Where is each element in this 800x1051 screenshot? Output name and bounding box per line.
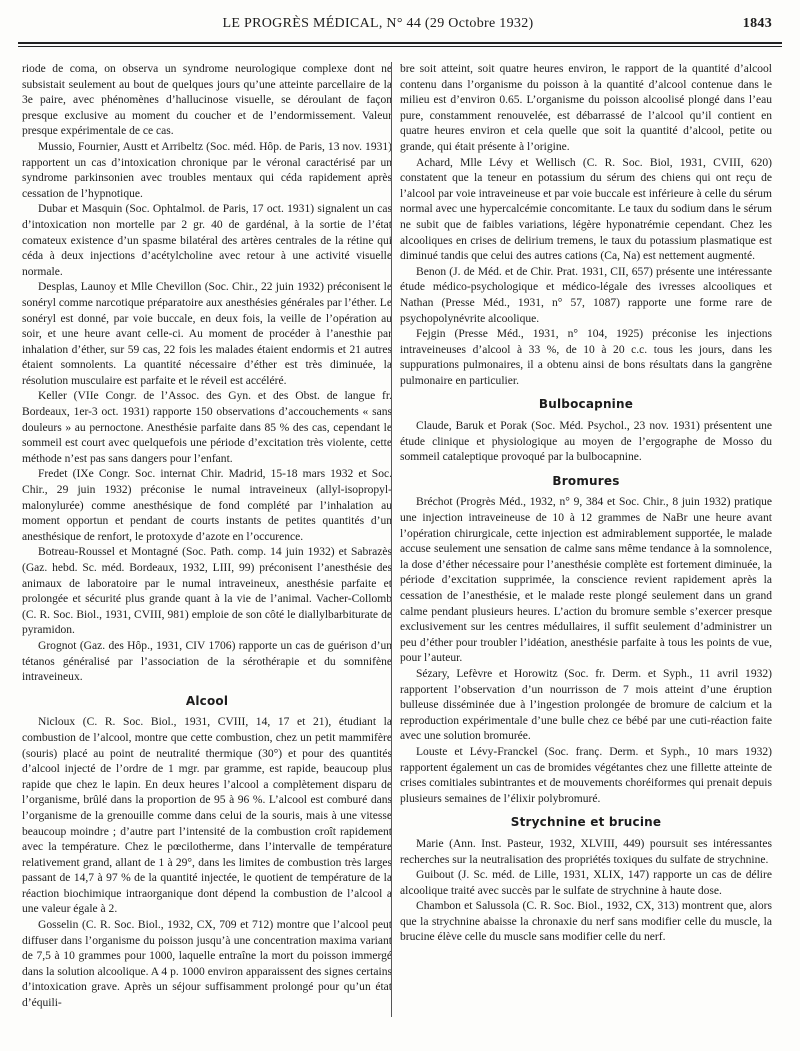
paragraph: Botreau-Roussel et Montagné (Soc. Path. comp. 14 juin 1932) et Sabrazès (Gaz. hebd. Sc. méd. Bordeaux, 1932, LIII, 99) préconisent l’anesthésie des animaux de laboratoire par le numal intraveineux, anesthésie parfaite et prolongée et sécurité plus grande quant à la vie de l’animal. Vacher-Collomb (C. R. Soc. Biol., 1931, CVIII, 981) emploie de son côté le diallylbarbiturate de pyramidon.: [22, 546, 392, 637]
paragraph: Bréchot (Progrès Méd., 1932, n° 9, 384 et Soc. Chir., 8 juin 1932) pratique une injection intraveineuse de 10 à 12 grammes de NaBr une heure avant l’opération chirurgicale, cette injection est admirablement supportée, le malade accuse seulement une sensation de calme sans même tendance à la somnolence, la dose d’éther nécessaire pour l’anesthésie complète est fortement diminuée, la période d’excitation supprimée, la conscience revient rapidement après la cessation de l’anesthésie, et le malade reste plongé seulement dans un grand calme pendant plusieurs heures. L’action du bromure semble s’exercer presque exclusivement sur les centres médullaires, il suffit seulement d’administrer un peu d’éther pour troubler l’idéation, anesthésie parfaite à tous les points de vue, pour l’auteur.: [400, 496, 772, 665]
paragraph: Sézary, Lefèvre et Horowitz (Soc. fr. Derm. et Syph., 11 avril 1932) rapportent l’observation d’un nourrisson de 7 mois atteint d’une éruption bulleuse disséminée due à l’ingestion prolongée de bromure de calcium et la reproduction expérimentale d’une bulle chez ce bébé par une cuti-réaction faite avec une solution bromurée.: [400, 667, 772, 743]
paragraph: Mussio, Fournier, Austt et Arribeltz (Soc. méd. Hôp. de Paris, 13 nov. 1931) rapportent un cas d’intoxication chronique par le véronal caractérisé par un syndrome parkinsonien avec troubles mentaux qui céda rapidement après cessation de l’hypnotique.: [22, 140, 392, 200]
paragraph: Fejgin (Presse Méd., 1931, n° 104, 1925) préconise les injections intraveineuses d’alcool à 33 %, de 10 à 20 c.c. tous les jours, dans les suppurations pulmonaires, il a obtenu ainsi de bons résultats dans la gangrène pulmonaire en particulier.: [400, 328, 772, 387]
paragraph: Louste et Lévy-Franckel (Soc. franç. Derm. et Syph., 10 mars 1932) rapportent également un cas de bromides végétantes chez une fillette atteinte de crises comitiales subintrantes et de mouvements choréiformes qui prenait depuis plusieurs semaines de l’élixir polybromuré.: [400, 745, 772, 805]
column-divider: [391, 62, 392, 1017]
running-header: [28, 14, 772, 38]
paragraph: Claude, Baruk et Porak (Soc. Méd. Psychol., 23 nov. 1931) présentent une étude clinique et physiologique au moyen de l’ergographe de Mosso du sommeil cataleptique provoqué par la bulbocapnine.: [400, 420, 772, 464]
paragraph: Guibout (J. Sc. méd. de Lille, 1931, XLIX, 147) rapporte un cas de délire alcoolique traité avec succès par le sulfate de strychnine à haute dose.: [400, 869, 772, 897]
paragraph: Chambon et Salussola (C. R. Soc. Biol., 1932, CX, 313) montrent que, alors que la strychnine abaisse la chronaxie du nerf sans modifier celle du muscle, la brucine élève celle du muscle sans modifier celle du nerf.: [400, 900, 772, 944]
paragraph: Grognot (Gaz. des Hôp., 1931, CIV 1706) rapporte un cas de guérison d’un tétanos généralisé par l’association de la sérothérapie et du somnifène intraveineux.: [22, 639, 392, 684]
paragraph: Marie (Ann. Inst. Pasteur, 1932, XLVIII, 449) poursuit ses intéressantes recherches sur la neutralisation des propriétés toxiques du sulfate de strychnine.: [400, 837, 772, 866]
section-heading: Bulbocapnine: [538, 397, 634, 412]
paragraph: Keller (VIIe Congr. de l’Assoc. des Gyn. et des Obst. de langue fr. Bordeaux, 1er-3 oct. 1931) rapporte 150 observations d’accouchements « sans douleurs » au pernoctone. Anesthésie parfaite dans 85 % des cas, cependant le sommeil est court avec quelquefois une période d’excitation très violente, cette méthode n’est pas sans dangers pour l’enfant.: [22, 390, 392, 465]
left-column: [22, 62, 392, 1012]
section-heading: Strychnine et brucine: [510, 815, 662, 830]
section-heading: Bromures: [552, 473, 620, 488]
paragraph: Achard, Mlle Lévy et Wellisch (C. R. Soc. Biol, 1931, CVIII, 620) constatent que la teneur en potassium du sérum des chiens qui ont reçu de l’alcool par voie intraveineuse et par voie buccale est inférieure à celle du sérum normal avec une hypercalcémie concomitante. Le taux du sodium dans le sérum ne subit que de faibles variations, légère hyponatrémie cependant. Chez les alcooliques en crises de delirium tremens, le taux du potassium plasmatique est diminué tandis que celui des autres cations (Ca, Na) est nettement augmenté.: [400, 156, 772, 263]
header-rule-thin: [18, 46, 782, 47]
journal-title: LE PROGRÈS MÉDICAL, N° 44 (29 Octobre 1932): [222, 16, 534, 31]
paragraph: Dubar et Masquin (Soc. Ophtalmol. de Paris, 17 oct. 1931) signalent un cas d’intoxication non mortelle par 2 gr. 40 de gardénal, à la sortie de l’état comateux existence d’un spasme bilatéral des artères centrales de la rétine qui céda à deux injections d’acétylcholine avec retour à une activité visuelle normale.: [22, 203, 392, 278]
paragraph: Desplas, Launoy et Mlle Chevillon (Soc. Chir., 22 juin 1932) préconisent le sonéryl comme narcotique préparatoire aux anesthésies générales par l’éther. Le sonéryl est donné, par voie buccale, en deux fois, la veille de l’opération au soir, et une heure avant celle-ci. Au moment de procéder à l’anesthie par inhalation d’éther, sur 59 cas, 22 fois les malades étaient endormis et 21 autres étaient somnolents. La quantité nécessaire d’éther est très diminuée, la résolution musculaire est parfaite et le réveil est accéléré.: [22, 281, 392, 387]
paragraph: Nicloux (C. R. Soc. Biol., 1931, CVIII, 14, 17 et 21), étudiant la combustion de l’alcool, montre que cette combustion, chez un petit mammifère (souris) placé au point de neutralité thermique (30°) et pour des quantités d’alcool injecté de l’ordre de 1 mgr. par gramme, est rapide, beaucoup plus rapide que chez le lapin. En deux heures l’alcool a complètement disparu de l’organisme, brûlé dans la proportion de 95 à 96 %. L’alcool est comburé dans l’organisme de la grenouille comme dans celui de la souris, mais à une vitesse beaucoup moindre ; d’autre part l’intensité de la combustion croît rapidement avec la température. Chez le pœcilotherme, dans l’intervalle de température relativement grand, allant de 1 à 29°, dans les limites de combustion très larges passant de 14,7 à 97 % de la quantité injectée, le quotient de température de la réaction biochimique intraorganique dont dépend la combustion de l’alcool a une valeur égale à 2.: [22, 716, 392, 916]
section-heading: Alcool: [185, 693, 229, 708]
paragraph: bre soit atteint, soit quatre heures environ, le rapport de la quantité d’alcool contenu dans l’organisme du poisson à la quantité d’alcool contenue dans le milieu est d’environ 0.65. L’organisme du poisson alcoolisé plongé dans l’eau pure, constamment renouvelée, est débarrassé de l’alcool qu’il contient en quatre heures environ et cela quelle que soit la quantité d’alcool, petite ou grande, qui était présente à l’origine.: [400, 63, 772, 153]
paragraph: Benon (J. de Méd. et de Chir. Prat. 1931, CII, 657) présente une intéressante étude médico-psychologique et médico-légale des ivresses alcooliques et Nathan (Presse Méd., 1931, n° 57, 1087) rapporte une forme rare de psychopolynévrite alcoolique.: [400, 265, 772, 325]
page-number: 1843: [742, 16, 772, 31]
paragraph: Gosselin (C. R. Soc. Biol., 1932, CX, 709 et 712) montre que l’alcool peut diffuser dans l’organisme du poisson jusqu’à une concentration maxima variant de 7,5 à 10 grammes pour 1000, laquelle entraîne la mort du poisson immergé dans la solution alcoolique. A 4 p. 1000 environ apparaissent des signes certains d’intoxication grave. Après un séjour suffisamment prolongé pour qu’un état d’équili-: [22, 919, 392, 1010]
paragraph: Fredet (IXe Congr. Soc. internat Chir. Madrid, 15-18 mars 1932 et Soc. Chir., 29 juin 1932) préconise le numal intraveineux (allyl-isopropyl-malonylurée) comme anesthésique de fond complété par l’inhalation au moment opportun et pendant de courts instants de petites quantités d’un anesthésique de renfort, le protoxyde d’azote en l’occurence.: [22, 468, 392, 543]
header-rule-thick: [18, 42, 782, 44]
paragraph: riode de coma, on observa un syndrome neurologique complexe dont ne subsistait seulement au bout de quelques jours qu’une atteinte parcellaire de la 3e paire, avec phénomènes d’hallucinose visuelle, se déroulant de façon presque exclusive au moment du coucher et de l’endormissement. Valeur presque expérimentale de ce cas.: [22, 63, 392, 138]
right-column: [400, 62, 772, 946]
